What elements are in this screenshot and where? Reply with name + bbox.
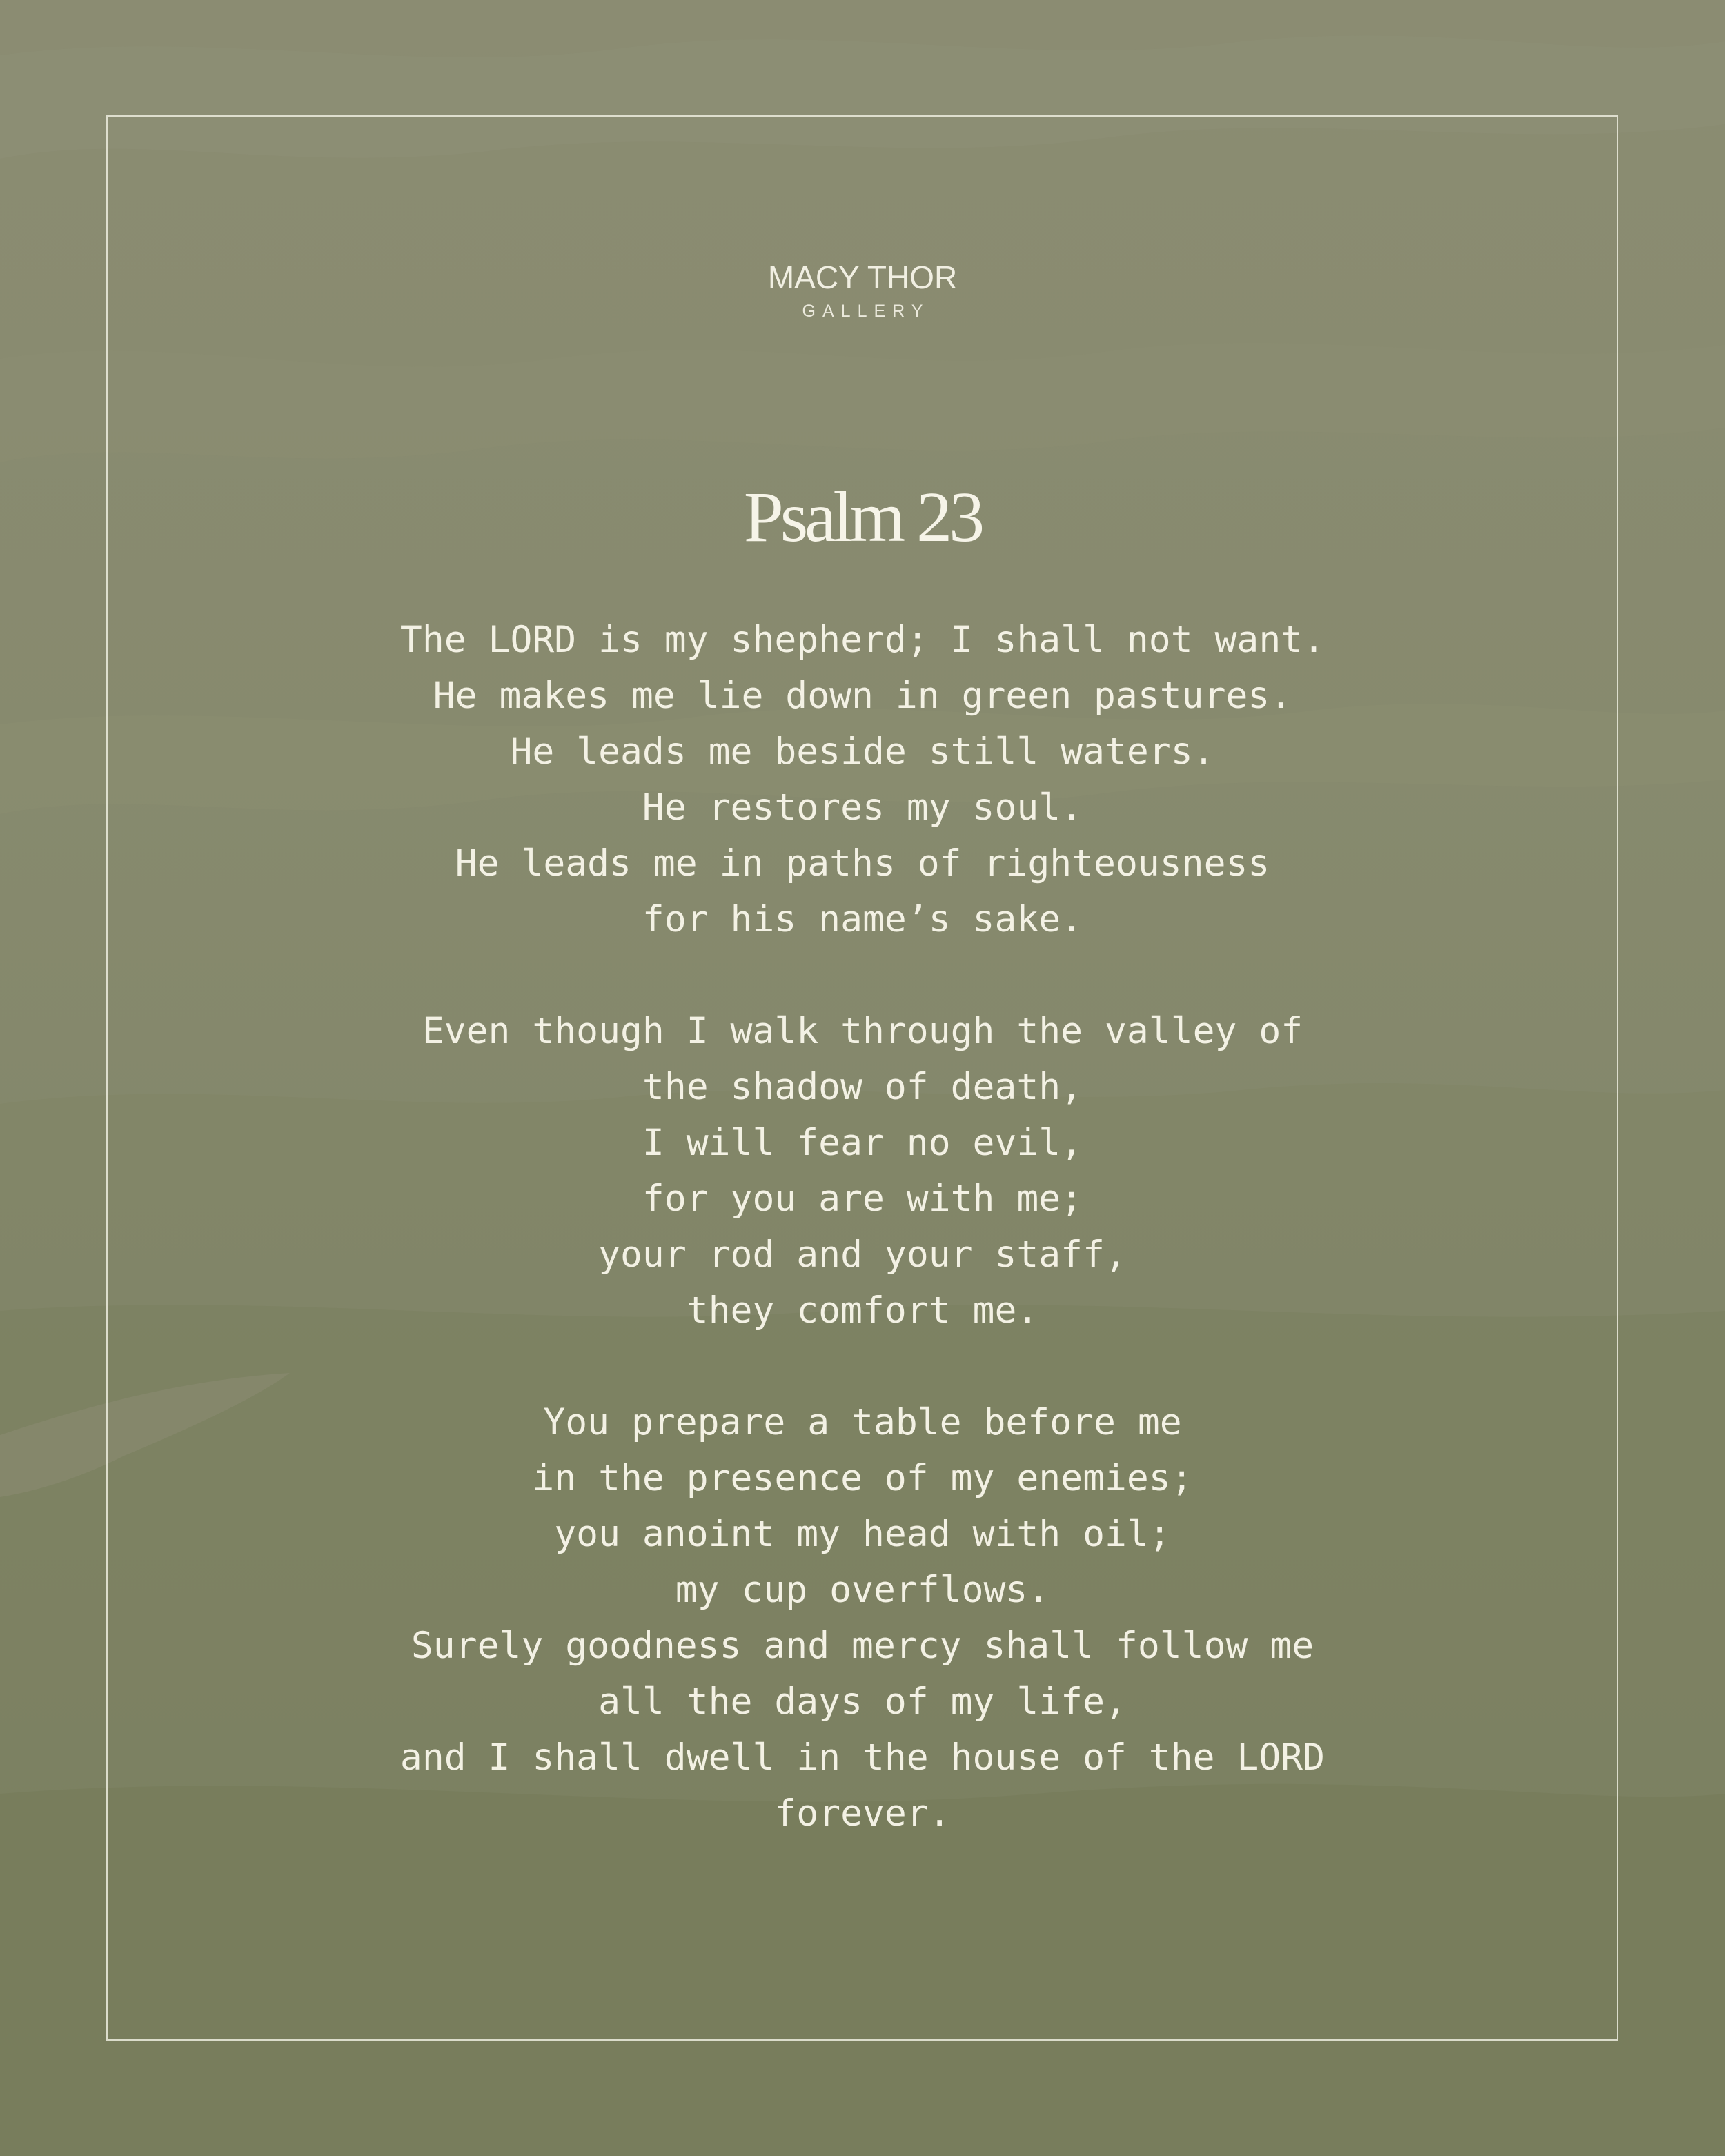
poem-line: in the presence of my enemies; [532, 1457, 1193, 1499]
poem-line: He makes me lie down in green pastures. [433, 675, 1292, 717]
gallery-logo [0, 257, 1725, 323]
poem-line: and I shall dwell in the house of the LORD [400, 1737, 1325, 1779]
poem-line: for his name’s sake. [642, 898, 1083, 940]
poem-line: your rod and your staff, [598, 1234, 1127, 1276]
stanza [0, 612, 1725, 947]
logo-name: MACY THOR [767, 259, 958, 295]
page-title: Psalm 23 [743, 477, 982, 557]
poem-line: He leads me in paths of righteousness [455, 842, 1270, 884]
poem-line: they comfort me. [686, 1289, 1039, 1332]
stanza [0, 1394, 1725, 1841]
poem-line: forever. [774, 1792, 951, 1834]
poem-line: The LORD is my shepherd; I shall not want. [400, 619, 1325, 661]
stanza [0, 1003, 1725, 1338]
poem-line: You prepare a table before me [543, 1401, 1182, 1443]
poem-line: the shadow of death, [642, 1066, 1083, 1108]
poem-line: for you are with me; [642, 1178, 1083, 1220]
poem-line: my cup overflows. [675, 1569, 1050, 1611]
poem-body [0, 612, 1725, 1841]
logo-subtitle: GALLERY [802, 301, 930, 321]
poem-line: all the days of my life, [598, 1681, 1127, 1723]
poem-line: you anoint my head with oil; [554, 1513, 1171, 1555]
poem-line: I will fear no evil, [642, 1122, 1083, 1164]
poem-line: Surely goodness and mercy shall follow me [411, 1625, 1314, 1667]
poem-line: He leads me beside still waters. [510, 731, 1215, 773]
poem-line: Even though I walk through the valley of [422, 1010, 1303, 1052]
poem-line: He restores my soul. [642, 787, 1083, 829]
